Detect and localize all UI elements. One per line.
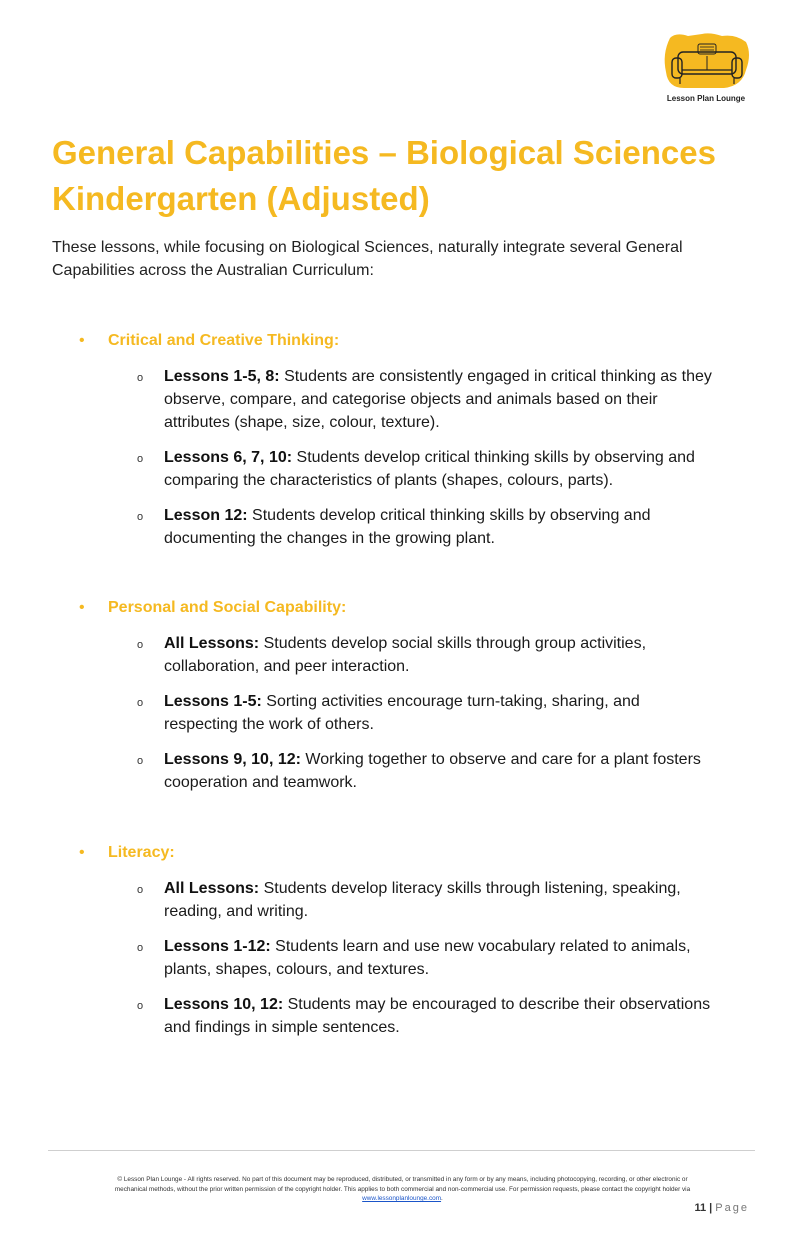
circle-bullet-icon: o — [137, 511, 144, 523]
lesson-label: All Lessons: — [164, 880, 260, 897]
lesson-text: plants, shapes, colours, and textures. — [164, 961, 430, 978]
lesson-label: Lessons 1-12: — [164, 938, 271, 955]
intro-line-1: These lessons, while focusing on Biological Sciences, naturally integrate several General — [52, 239, 683, 256]
copyright-notice — [55, 1175, 750, 1204]
page-number-value: 11 — [694, 1202, 707, 1214]
circle-bullet-icon: o — [137, 884, 144, 896]
lesson-text: comparing the characteristics of plants (shapes, colours, parts). — [164, 472, 614, 489]
lesson-label: Lessons 1-5, 8: — [164, 368, 280, 385]
lesson-item — [137, 446, 754, 492]
bullet-icon: • — [79, 844, 85, 861]
circle-bullet-icon: o — [137, 372, 144, 384]
lesson-text: Students develop critical thinking skills by observing and — [296, 449, 695, 466]
website-link[interactable]: www.lessonplanlounge.com — [362, 1195, 442, 1202]
circle-bullet-icon: o — [137, 1000, 144, 1012]
page-number — [694, 1202, 749, 1214]
lesson-text: respecting the work of others. — [164, 716, 374, 733]
page-label: Page — [715, 1202, 749, 1214]
lesson-item — [137, 935, 754, 981]
sofa-logo-icon — [662, 32, 752, 92]
link-suffix: . — [441, 1195, 443, 1202]
lesson-text: and findings in simple sentences. — [164, 1019, 400, 1036]
lesson-text: Working together to observe and care for a plant fosters — [305, 751, 701, 768]
lesson-text: Students learn and use new vocabulary related to animals, — [275, 938, 691, 955]
lesson-item — [137, 504, 754, 550]
lesson-text: Students develop literacy skills through listening, speaking, — [263, 880, 681, 897]
lesson-label: All Lessons: — [164, 635, 260, 652]
circle-bullet-icon: o — [137, 639, 144, 651]
capability-heading: Literacy: — [108, 844, 175, 861]
copyright-line-1: © Lesson Plan Lounge - All rights reserved. No part of this document may be reproduced, distributed, or transmitted in any form or by any means, including photocopying, recording, or other electronic or — [117, 1176, 688, 1183]
page-separator: | — [709, 1202, 713, 1214]
lesson-text: Students develop critical thinking skills by observing and — [252, 507, 651, 524]
lesson-label: Lessons 6, 7, 10: — [164, 449, 293, 466]
lesson-item — [137, 365, 754, 434]
lesson-text: attributes (shape, size, colour, texture). — [164, 414, 440, 431]
lesson-text: Students may be encouraged to describe their observations — [287, 996, 711, 1013]
capability-heading: Personal and Social Capability: — [108, 599, 347, 616]
lesson-label: Lessons 10, 12: — [164, 996, 284, 1013]
circle-bullet-icon: o — [137, 453, 144, 465]
lesson-text: Students are consistently engaged in critical thinking as they — [284, 368, 712, 385]
lesson-item — [137, 690, 754, 736]
title-line-2: Kindergarten (Adjusted) — [52, 180, 430, 217]
capability-heading: Critical and Creative Thinking: — [108, 332, 340, 349]
circle-bullet-icon: o — [137, 755, 144, 767]
intro-paragraph — [52, 236, 752, 282]
copyright-line-2: mechanical methods, without the prior written permission of the copyright holder. This applies to both commercial and non-commercial use. For permission requests, please contact the copyright holder via — [114, 1185, 691, 1193]
lesson-text: observe, compare, and categorise objects and animals based on their — [164, 391, 658, 408]
logo-text: Lesson Plan Lounge — [666, 94, 746, 103]
lesson-item — [137, 877, 754, 923]
page-title — [52, 130, 772, 222]
lesson-text: documenting the changes in the growing plant. — [164, 530, 495, 547]
lesson-label: Lessons 9, 10, 12: — [164, 751, 301, 768]
lesson-item — [137, 632, 754, 678]
lesson-text: Students develop social skills through group activities, — [263, 635, 647, 652]
lesson-item — [137, 993, 754, 1039]
bullet-icon: • — [79, 332, 85, 349]
brand-logo — [656, 32, 756, 112]
bullet-icon: • — [79, 599, 85, 616]
intro-line-2: Capabilities across the Australian Curriculum: — [52, 262, 374, 279]
lesson-label: Lessons 1-5: — [164, 693, 262, 710]
lesson-text: Sorting activities encourage turn-taking, sharing, and — [266, 693, 640, 710]
lesson-item — [137, 748, 754, 794]
lesson-label: Lesson 12: — [164, 507, 248, 524]
circle-bullet-icon: o — [137, 697, 144, 709]
lesson-text: cooperation and teamwork. — [164, 774, 357, 791]
circle-bullet-icon: o — [137, 942, 144, 954]
footer-divider — [48, 1150, 755, 1151]
lesson-text: collaboration, and peer interaction. — [164, 658, 410, 675]
title-line-1: General Capabilities – Biological Sciences — [52, 134, 716, 171]
lesson-text: reading, and writing. — [164, 903, 309, 920]
